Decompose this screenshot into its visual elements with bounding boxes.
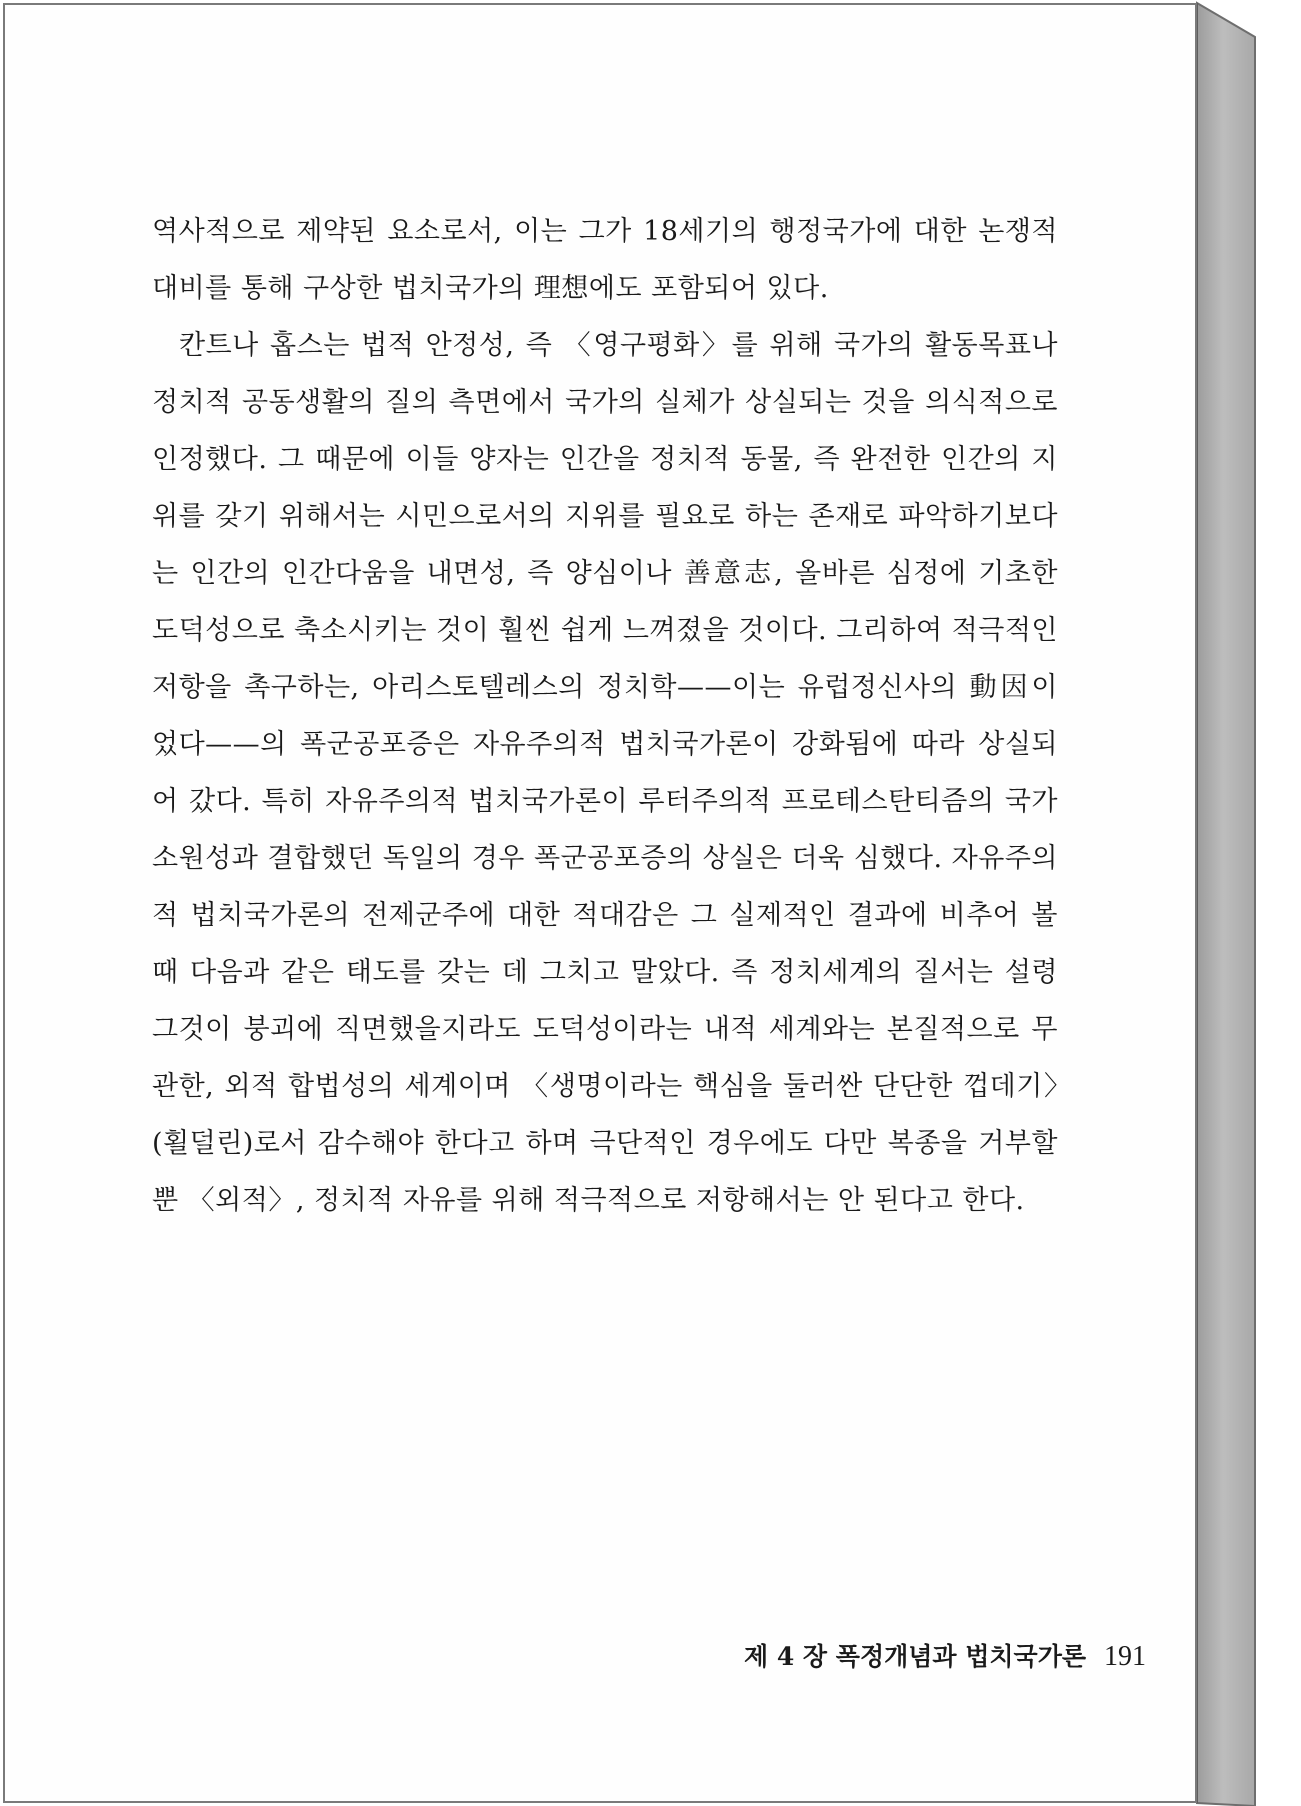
running-footer xyxy=(744,1637,1146,1673)
chapter-title: 제 4 장 폭정개념과 법치국가론 xyxy=(743,1642,1086,1671)
body-text xyxy=(152,203,1058,1229)
paragraph-1: 역사적으로 제약된 요소로서, 이는 그가 18세기의 행정국가에 대한 논쟁적 대비를 통해 구상한 법치국가의 理想에도 포함되어 있다. xyxy=(152,216,1058,304)
paragraph-2: 칸트나 홉스는 법적 안정성, 즉 〈영구평화〉를 위해 국가의 활동목표나 정치적 공동생활의 질의 측면에서 국가의 실체가 상실되는 것을 의식적으로 인정했다. 그 때문에 이들 양자는 인간을 정치적 동물, 즉 완전한 인간의 지위를 갖기 위해서는 시민으로서의 지위를 필요로 하는 존재로 파악하기보다는 인간의 인간다움을 내면성, 즉 양심이나 善意志, 올바른 심정에 기초한 도덕성으로 축소시키는 것이 훨씬 쉽게 느껴졌을 것이다. 그리하여 적극적인 저항을 촉구하는, 아리스토텔레스의 정치학——이는 유럽정신사의 動因이었다——의 폭군공포증은 자유주의적 법치국가론이 강화됨에 따라 상실되어 갔다. 특히 자유주의적 법치국가론이 루터주의적 프로테스탄티즘의 국가소원성과 결합했던 독일의 경우 폭군공포증의 상실은 더욱 심했다. 자유주의적 법치국가론의 전제군주에 대한 적대감은 그 실제적인 결과에 비추어 볼 때 다음과 같은 태도를 갖는 데 그치고 말았다. 즉 정치세계의 질서는 설령 그것이 붕괴에 직면했을지라도 도덕성이라는 내적 세계와는 본질적으로 무관한, 외적 합법성의 세계이며 〈생명이라는 핵심을 둘러싼 단단한 껍데기〉(횔덜린)로서 감수해야 한다고 하며 극단적인 경우에도 다만 복종을 거부할 뿐 〈외적〉, 정치적 자유를 위해 적극적으로 저항해서는 안 된다고 한다. xyxy=(152,330,1058,1216)
page-number: 191 xyxy=(1104,1641,1146,1672)
